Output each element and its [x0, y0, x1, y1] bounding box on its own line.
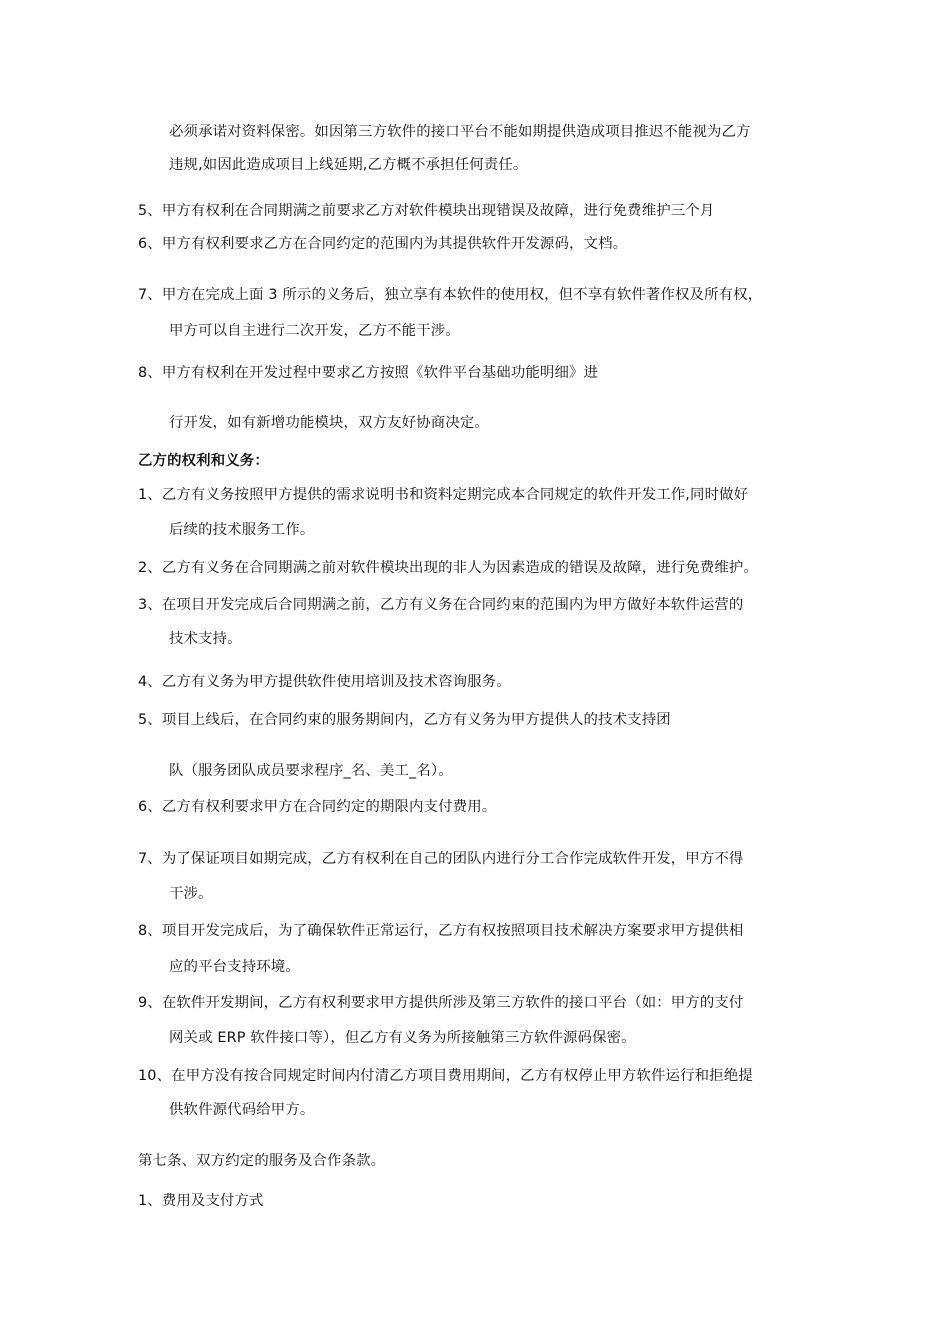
text-line: 6、乙方有权利要求甲方在合同约定的期限内支付费用。	[138, 799, 497, 815]
text-line: 队（服务团队成员要求程序_名、美工_名）。	[169, 763, 453, 779]
text-line: 必须承诺对资料保密。如因第三方软件的接口平台不能如期提供造成项目推迟不能视为乙方	[169, 124, 751, 140]
text-line: 10、在甲方没有按合同规定时间内付清乙方项目费用期间，乙方有权停止甲方软件运行和拒绝提	[138, 1068, 753, 1084]
section-heading: 乙方的权利和义务：	[138, 453, 269, 469]
text-line: 8、项目开发完成后，为了确保软件正常运行，乙方有权按照项目技术解决方案要求甲方提供相	[138, 923, 744, 939]
text-line: 3、在项目开发完成后合同期满之前，乙方有义务在合同约束的范围内为甲方做好本软件运营的	[138, 597, 744, 613]
text-line: 2、乙方有义务在合同期满之前对软件模块出现的非人为因素造成的错误及故障，进行免费维护。	[138, 560, 759, 576]
text-line: 1、乙方有义务按照甲方提供的需求说明书和资料定期完成本合同规定的软件开发工作,同时做好	[138, 487, 749, 503]
text-line: 1、费用及支付方式	[138, 1193, 264, 1209]
text-line: 第七条、双方约定的服务及合作条款。	[138, 1153, 386, 1169]
text-line: 5、项目上线后，在合同约束的服务期间内，乙方有义务为甲方提供人的技术支持团	[138, 712, 671, 728]
text-line: 网关或 ERP 软件接口等），但乙方有义务为所接触第三方软件源码保密。	[169, 1030, 636, 1046]
text-line: 行开发，如有新增功能模块，双方友好协商决定。	[169, 415, 489, 431]
text-line: 6、甲方有权利要求乙方在合同约定的范围内为其提供软件开发源码，文档。	[138, 236, 628, 252]
text-line: 7、为了保证项目如期完成，乙方有权利在自己的团队内进行分工合作完成软件开发，甲方不得	[138, 851, 744, 867]
text-line: 违规,如因此造成项目上线延期,乙方概不承担任何责任。	[169, 157, 528, 173]
text-line: 技术支持。	[169, 631, 242, 647]
text-line: 供软件源代码给甲方。	[169, 1102, 315, 1118]
text-line: 甲方可以自主进行二次开发，乙方不能干涉。	[169, 323, 460, 339]
text-line: 9、在软件开发期间，乙方有权利要求甲方提供所涉及第三方软件的接口平台（如：甲方的支付	[138, 995, 744, 1011]
text-line: 7、甲方在完成上面 3 所示的义务后，独立享有本软件的使用权，但不享有软件著作权及所有权，	[138, 287, 763, 303]
text-line: 后续的技术服务工作。	[169, 522, 315, 538]
text-line: 干涉。	[169, 886, 213, 902]
text-line: 5、甲方有权利在合同期满之前要求乙方对软件模块出现错误及故障，进行免费维护三个月	[138, 203, 715, 219]
text-line: 4、乙方有义务为甲方提供软件使用培训及技术咨询服务。	[138, 674, 511, 690]
text-line: 应的平台支持环境。	[169, 959, 300, 975]
text-line: 8、甲方有权利在开发过程中要求乙方按照《软件平台基础功能明细》进	[138, 365, 599, 381]
